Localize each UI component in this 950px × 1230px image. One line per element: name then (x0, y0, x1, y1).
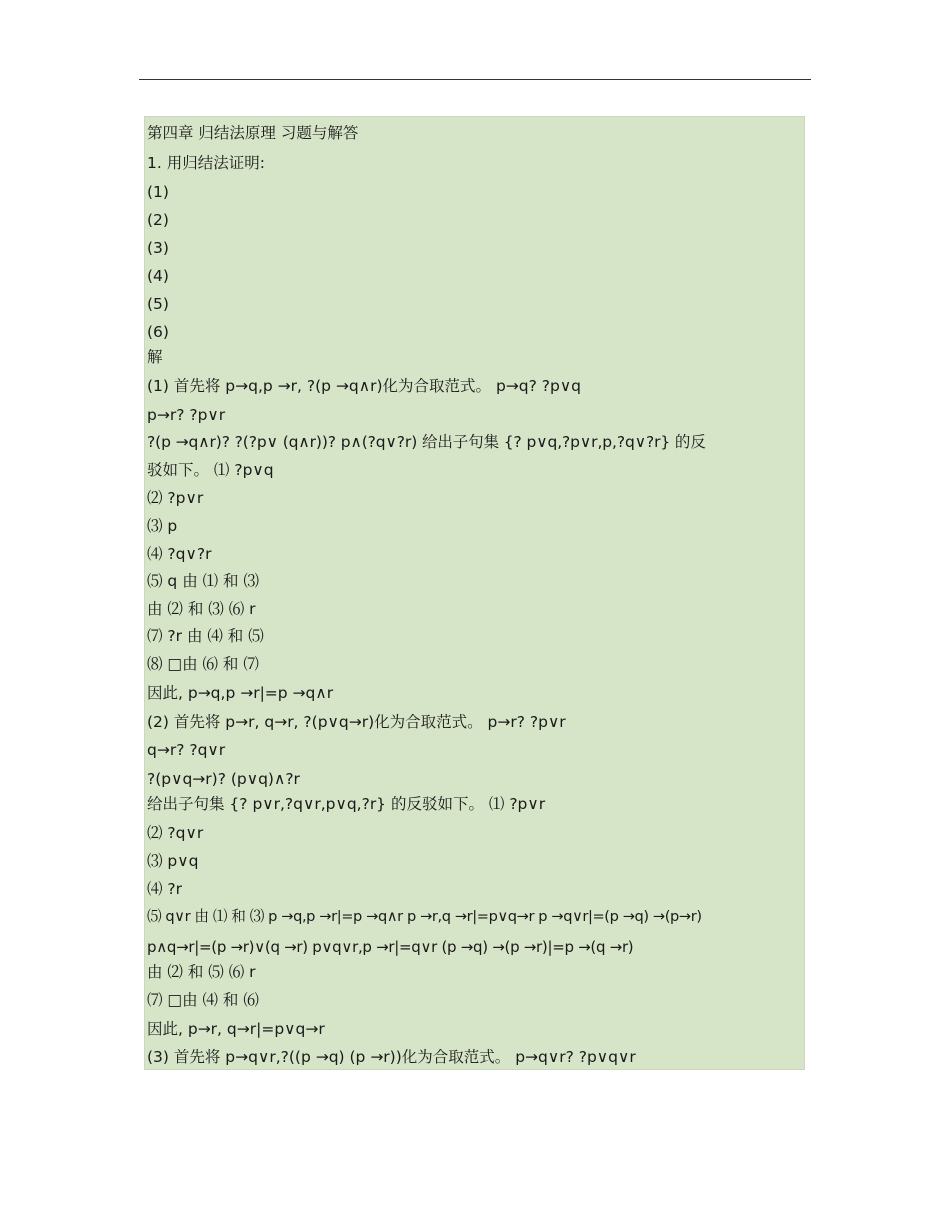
text-line: 由 ⑵ 和 ⑶ ⑹ r (147, 600, 256, 618)
text-line: (6) (147, 323, 169, 341)
text-line: 由 ⑵ 和 ⑸ ⑹ r (147, 963, 256, 981)
text-line: ⑷ ?q∨?r (147, 545, 212, 563)
text-line: ?(p∨q→r)? (p∨q)∧?r (147, 770, 300, 788)
document-body (144, 116, 805, 1070)
header-rule (139, 79, 811, 80)
text-line: 驳如下。 ⑴ ?p∨q (147, 461, 274, 479)
text-line: (2) (147, 211, 169, 229)
solution-label: 解 (147, 348, 163, 366)
text-line: ⑺ ?r 由 ⑷ 和 ⑸ (147, 627, 264, 645)
text-line: ⑸ q∨r 由 ⑴ 和 ⑶ p →q,p →r|=p →q∧r p →r,q →r|=p∨q→r p →q∨r|=(p →q) →(p→r) (147, 908, 702, 925)
text-line: p→r? ?p∨r (147, 406, 226, 424)
text-line: ⑵ ?p∨r (147, 489, 204, 507)
text-line: ?(p →q∧r)? ?(?p∨ (q∧r))? p∧(?q∨?r) 给出子句集 {? p∨q,?p∨r,p,?q∨?r} 的反 (147, 433, 706, 451)
problem-heading: 1. 用归结法证明: (147, 154, 265, 172)
text-line: (3) (147, 239, 169, 257)
text-line: ⑸ q 由 ⑴ 和 ⑶ (147, 572, 259, 590)
text-line: (5) (147, 295, 169, 313)
text-line: ⑻ □由 ⑹ 和 ⑺ (147, 655, 259, 673)
text-line: q→r? ?q∨r (147, 741, 226, 759)
text-line: ⑺ □由 ⑷ 和 ⑹ (147, 991, 259, 1009)
chapter-title: 第四章 归结法原理 习题与解答 (147, 124, 359, 142)
text-line: 因此, p→r, q→r|=p∨q→r (147, 1020, 325, 1038)
text-line: ⑶ p∨q (147, 852, 199, 870)
text-line: (1) 首先将 p→q,p →r, ?(p →q∧r)化为合取范式。 p→q? ?p∨q (147, 377, 582, 395)
text-line: (1) (147, 183, 169, 201)
text-line: ⑵ ?q∨r (147, 824, 204, 842)
text-line: 给出子句集 {? p∨r,?q∨r,p∨q,?r} 的反驳如下。 ⑴ ?p∨r (147, 795, 546, 813)
text-line: 因此, p→q,p →r|=p →q∧r (147, 684, 334, 702)
text-line: p∧q→r|=(p →r)∨(q →r) p∨q∨r,p →r|=q∨r (p →q) →(p →r)|=p →(q →r) (147, 938, 634, 956)
text-line: ⑶ p (147, 517, 178, 535)
text-line: (4) (147, 267, 169, 285)
text-line: ⑷ ?r (147, 880, 183, 898)
text-line: (2) 首先将 p→r, q→r, ?(p∨q→r)化为合取范式。 p→r? ?p∨r (147, 713, 566, 731)
text-line: (3) 首先将 p→q∨r,?((p →q) (p →r))化为合取范式。 p→q∨r? ?p∨q∨r (147, 1048, 636, 1066)
